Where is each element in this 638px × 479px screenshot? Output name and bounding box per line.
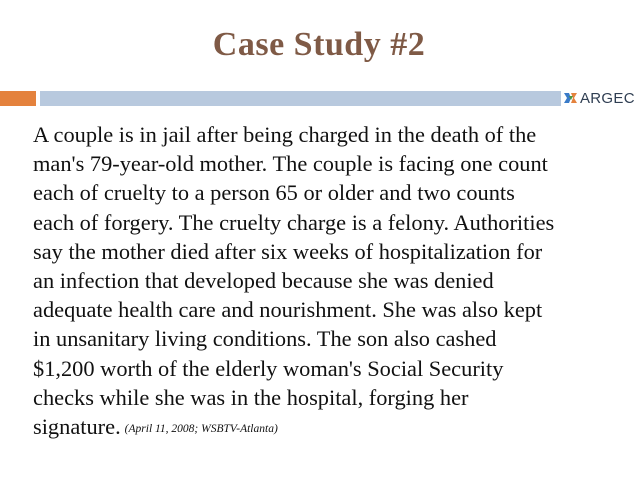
body-line: an infection that developed because she was denied — [33, 268, 494, 294]
body-line: in unsanitary living conditions. The son also cashed — [33, 326, 497, 352]
source-citation: (April 11, 2008; WSBTV-Atlanta) — [124, 423, 278, 436]
case-description — [33, 120, 623, 444]
body-line: say the mother died after six weeks of hospitalization for — [33, 238, 543, 264]
body-line-last — [33, 412, 623, 444]
header-band — [40, 91, 561, 106]
body-line: each of forgery. The cruelty charge is a felony. Authorities — [33, 209, 555, 235]
body-line: adequate health care and nourishment. She was also kept — [33, 297, 543, 323]
logo-text: ARGEC — [580, 89, 635, 107]
body-line: $1,200 worth of the elderly woman's Social Security — [33, 355, 504, 381]
body-line: checks while she was in the hospital, forging her — [33, 384, 469, 410]
body-line: man's 79-year-old mother. The couple is facing one count — [33, 151, 548, 177]
body-line: each of cruelty to a person 65 or older and two counts — [33, 180, 515, 206]
argec-logo — [563, 89, 635, 107]
header-band-accent — [0, 91, 36, 106]
body-line-text: signature. — [33, 414, 121, 440]
body-line: A couple is in jail after being charged in the death of the — [33, 122, 537, 147]
argec-mark-icon — [563, 90, 579, 106]
slide-title: Case Study #2 — [212, 26, 426, 63]
